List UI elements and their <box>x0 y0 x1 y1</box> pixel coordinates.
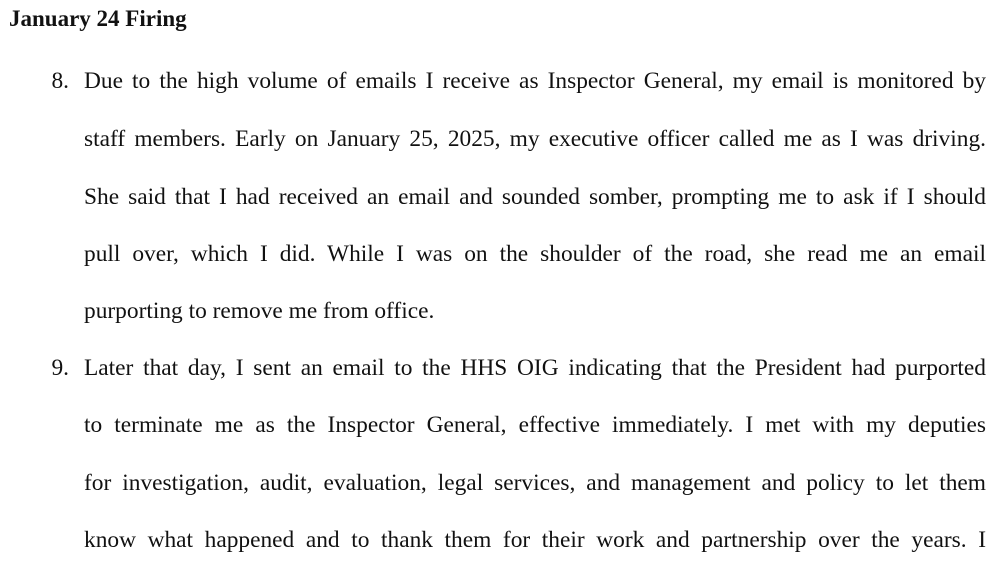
paragraph-line: for investigation, audit, evaluation, legal services, and management and policy to let them <box>84 470 986 496</box>
paragraph-line: purporting to remove me from office. <box>84 298 435 324</box>
paragraph-line: She said that I had received an email and sounded somber, prompting me to ask if I should <box>84 184 986 210</box>
paragraph-number: 8. <box>51 68 69 94</box>
paragraph-line: staff members. Early on January 25, 2025, my executive officer called me as I was driving. <box>84 126 986 152</box>
paragraph-line: know what happened and to thank them for their work and partnership over the years. I <box>84 527 986 553</box>
paragraph-line: Later that day, I sent an email to the HHS OIG indicating that the President had purported <box>84 355 986 381</box>
paragraph-line: pull over, which I did. While I was on the shoulder of the road, she read me an email <box>84 241 986 267</box>
paragraph-number: 9. <box>51 355 69 381</box>
section-heading: January 24 Firing <box>9 6 187 31</box>
paragraph-line: Due to the high volume of emails I receive as Inspector General, my email is monitored by <box>84 68 986 94</box>
paragraph-line: to terminate me as the Inspector General, effective immediately. I met with my deputies <box>84 412 986 438</box>
